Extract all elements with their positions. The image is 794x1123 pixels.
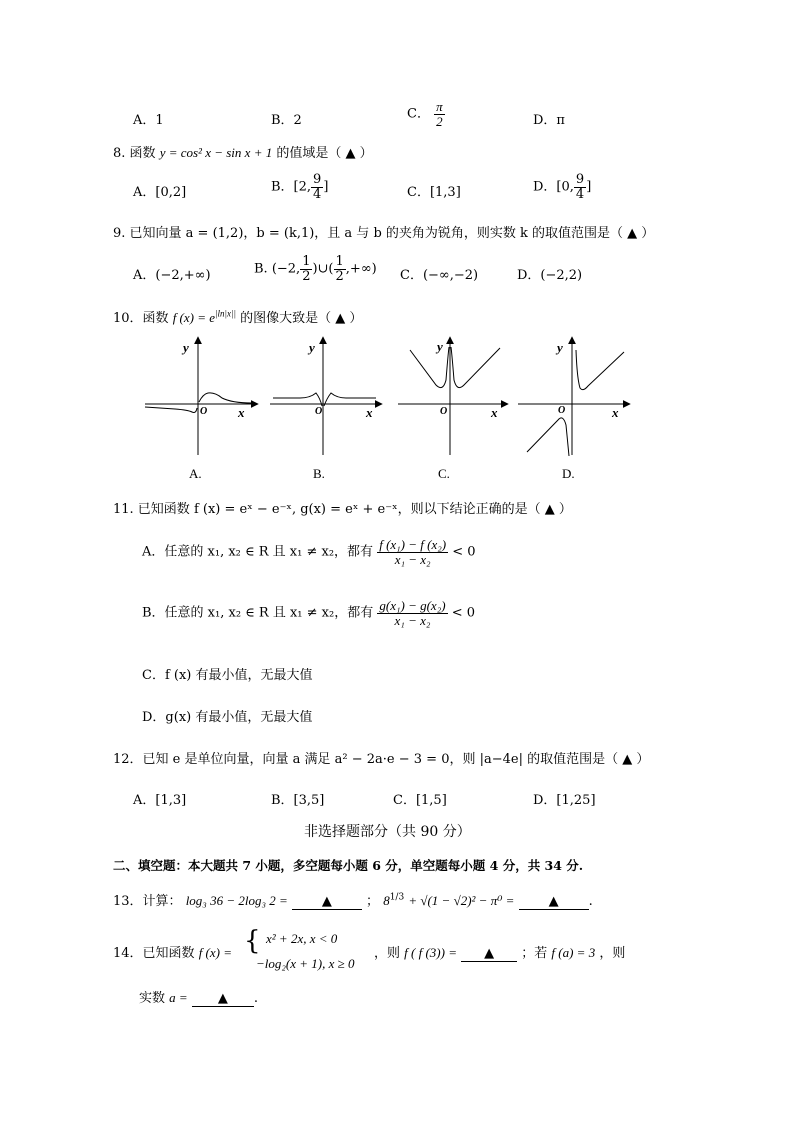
q9-b-num2: 1 — [335, 254, 344, 269]
q14-prefix: 14．已知函数 — [113, 946, 195, 961]
graph-b-y-label: y — [309, 340, 315, 355]
q8-d-num: 9 — [575, 172, 585, 187]
q14-cond: f (a) = 3 — [551, 945, 596, 960]
q14-var: a = — [169, 990, 188, 1005]
q8-option-d-label: D．[0, — [533, 179, 574, 195]
q14-case1: x² + 2x, x < 0 — [266, 931, 338, 946]
q14-tail-line — [374, 942, 625, 962]
q14-expr: f ( f (3)) = — [404, 945, 457, 960]
graph-b-label: B. — [313, 466, 325, 481]
q8-option-c: C．[1,3] — [407, 185, 461, 200]
graph-b — [270, 337, 382, 455]
q13-sep: ； — [366, 894, 380, 909]
q10-prefix: 10．函数 — [113, 311, 169, 326]
graph-c-y-label: y — [437, 339, 443, 354]
q7-c-den: 2 — [436, 113, 443, 129]
graph-c — [398, 337, 508, 455]
q14-fx: f (x) = — [198, 945, 232, 960]
q13-end: . — [588, 894, 593, 909]
graph-c-origin: O — [440, 406, 448, 417]
q13-expr1: log₃ 36 − 2log₃ 2 = — [185, 893, 288, 908]
q11-option-c: C．f (x) 有最小值，无最大值 — [142, 668, 313, 683]
q11-b-den: x₁ − x₂ — [394, 612, 431, 628]
q11-a-den: x₁ − x₂ — [394, 551, 431, 567]
q11-b-tail: < 0 — [451, 605, 475, 621]
q14-blank-1[interactable]: ▲ — [461, 946, 517, 962]
q9-b-pre: B. (−2, — [254, 261, 301, 277]
q7-option-a: A．1 — [133, 113, 164, 128]
graph-a-origin: O — [200, 406, 208, 417]
q7-option-b: B．2 — [271, 113, 302, 128]
q10-exp: |ln|x|| — [215, 308, 236, 319]
q8-prefix: 8. 函数 — [113, 146, 156, 161]
graph-b-x-label: x — [366, 405, 373, 420]
q11-a-num: f (x₁) − f (x₂) — [379, 537, 447, 552]
graph-c-curve-left — [410, 347, 449, 388]
q11-b-num: g(x₁) − g(x₂) — [379, 598, 446, 613]
q13-base: 8 — [383, 893, 390, 908]
q8-suffix: 的值域是（ ▲ ） — [276, 146, 373, 161]
q13-line — [113, 890, 593, 910]
graph-d-label: D. — [562, 466, 575, 481]
q11-option-d: D．g(x) 有最小值，无最大值 — [142, 710, 313, 725]
q9-option-c: C．(−∞,−2) — [400, 268, 479, 283]
graph-c-curve-right — [451, 347, 500, 388]
q12-option-a: A．[1,3] — [133, 793, 187, 808]
q8-option-b: B．[2, $\frac{9}{4}$ ] — [271, 172, 329, 202]
graph-a-label: A. — [189, 466, 202, 481]
q14-end: . — [253, 991, 258, 1006]
graph-d-curve-left — [527, 418, 569, 456]
q11-a-tail: < 0 — [452, 544, 476, 560]
q7-c-num: π — [436, 99, 443, 114]
q9-b-den1: 2 — [302, 268, 311, 284]
q7-option-d: D．π — [533, 113, 565, 128]
q8-b-den: 4 — [313, 186, 322, 202]
section-heading: 二、填空题：本大题共 7 小题，多空题每小题 6 分，单空题每小题 4 分，共 34 分. — [113, 858, 584, 873]
q12-option-d: D．[1,25] — [533, 793, 596, 808]
graph-a-y-label: y — [183, 340, 189, 355]
q12-option-c: C．[1,5] — [393, 793, 447, 808]
graph-a-curve-right — [199, 393, 252, 403]
graph-d — [518, 337, 630, 456]
section-title: 非选择题部分（共 90 分） — [304, 824, 471, 840]
q9-b-den2: 2 — [335, 268, 344, 284]
graph-d-origin: O — [558, 405, 566, 416]
q13-blank-2[interactable]: ▲ — [519, 894, 589, 910]
q13-blank-1[interactable]: ▲ — [292, 894, 362, 910]
q14-line2 — [139, 987, 258, 1007]
q14-mid3: ，则 — [599, 946, 626, 961]
q11-stem: 11. 已知函数 f (x) = eˣ − e⁻ˣ, g(x) = eˣ + e⁻ˣ，则以下结论正确的是（ ▲ ） — [113, 502, 572, 517]
q9-stem: 9. 已知向量 a = (1,2)，b = (k,1)，且 a 与 b 的夹角为锐角，则实数 k 的取值范围是（ ▲ ） — [113, 226, 655, 241]
q13-exp: 1/3 — [389, 892, 405, 903]
q9-option-d: D．(−2,2) — [517, 268, 583, 283]
q8-option-b-label: B．[2, — [271, 179, 312, 195]
q14-blank-2[interactable]: ▲ — [192, 991, 254, 1007]
graph-a-x-label: x — [238, 405, 245, 420]
q10-expr: f (x) = e — [172, 310, 216, 325]
q7-option-c-label: C． — [407, 106, 430, 122]
q12-stem: 12．已知 e 是单位向量，向量 a 满足 a² − 2a·e − 3 = 0，则 |a−4e| 的取值范围是（ ▲ ） — [113, 752, 650, 767]
q11-a-text: A．任意的 x₁, x₂ ∈ R 且 x₁ ≠ x₂，都有 — [142, 544, 374, 560]
q11-a-fraction — [377, 538, 448, 566]
graph-d-y-label: y — [557, 340, 563, 355]
graph-c-x-label: x — [491, 405, 498, 420]
q8-d-den: 4 — [575, 186, 585, 202]
q12-option-b: B．[3,5] — [271, 793, 325, 808]
q9-b-num1: 1 — [302, 254, 311, 269]
q11-b-text: B．任意的 x₁, x₂ ∈ R 且 x₁ ≠ x₂，都有 — [142, 605, 374, 621]
q9-b-mid: )∪( — [312, 261, 334, 277]
q14-mid2: ；若 — [521, 946, 548, 961]
graph-a-curve-left — [145, 407, 197, 413]
q8-option-d: D．[0, $\frac{9}{4}$ ] — [533, 172, 592, 202]
q14-prefix-line — [113, 942, 232, 961]
graph-c-label: C. — [438, 466, 450, 481]
graph-d-curve-right — [576, 350, 624, 390]
q9-b-post: ,+∞) — [345, 261, 377, 277]
q14-case2: −log₂(x + 1), x ≥ 0 — [256, 956, 355, 971]
q8-option-a: A．[0,2] — [133, 185, 187, 200]
q9-option-a: A．(−2,+∞) — [133, 268, 211, 283]
graph-a — [145, 337, 258, 455]
graph-b-origin: O — [315, 406, 323, 417]
q11-b-fraction — [377, 599, 447, 627]
q14-mid1: ，则 — [374, 946, 401, 961]
q13-prefix: 13．计算： — [113, 894, 182, 909]
graph-d-x-label: x — [612, 405, 619, 420]
q13-expr2-rest: + √(1 − √2)² − π⁰ = — [408, 893, 515, 908]
q8-expr: y = cos² x − sin x + 1 — [159, 145, 273, 160]
q14-brace: { — [244, 926, 261, 956]
q11-option-b — [142, 599, 475, 627]
q14-line2-label: 实数 — [139, 991, 166, 1006]
q11-option-a — [142, 538, 476, 566]
q8-b-num: 9 — [313, 172, 322, 187]
q10-suffix: 的图像大致是（ ▲ ） — [240, 311, 363, 326]
